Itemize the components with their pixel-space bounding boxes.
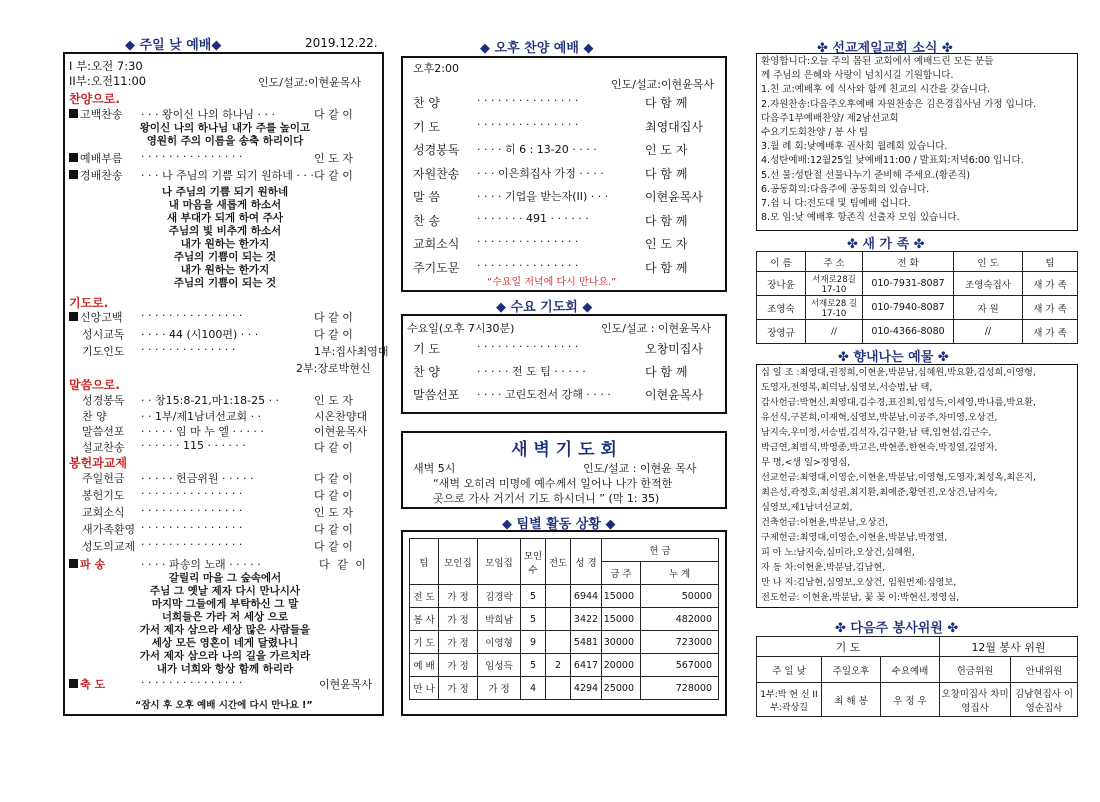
team-cell: [546, 585, 571, 608]
news-line: 수요기도회찬양 / 봉 사 팀: [761, 127, 869, 138]
wednesday-time: 수요일(오후 7시30분): [407, 322, 515, 335]
service-item-row: [69, 150, 381, 166]
offering-line: 남지숙,우미정,서승범,김석자,김구환,남 택,임현섭,김근수,: [761, 427, 992, 438]
new-family-cell: 새 가 족: [1023, 272, 1078, 296]
lyric-line: 세상 모든 영혼이 네게 달렸나니: [151, 637, 299, 649]
new-family-cell: //: [806, 320, 863, 344]
team-cell: 가 정: [478, 677, 521, 700]
service-item-row: [69, 309, 381, 325]
team-row: [410, 585, 719, 608]
service-item-detail: · · 창15:8-21,마1:18-25 · ·: [141, 394, 280, 407]
service-item-who: 다 같 이: [314, 489, 353, 502]
new-family-cell: 010-4366-8080: [863, 320, 954, 344]
service-item-who: 인 도 자: [314, 394, 353, 407]
offering-line: 박금연,최범식,박영종,박고은,박현종,한현숙,박정열,김영자,: [761, 442, 998, 453]
lyric-line: 새 부대가 되게 하여 주사: [166, 212, 284, 224]
new-family-cell: 조영숙: [757, 296, 806, 320]
service-item-who: 다 같 이: [314, 169, 353, 182]
service-item-row: [69, 470, 381, 486]
lyric-line: 왕이신 나의 하나님 내가 주를 높이고: [139, 122, 311, 134]
service-item-name: 경배찬송: [80, 169, 123, 182]
church-news-panel: [756, 53, 1078, 231]
section-praise: 찬양으로.: [69, 92, 120, 106]
bullet-square-icon: [69, 679, 78, 688]
lyric-line: 내 마음을 새롭게 하소서: [168, 199, 282, 211]
sending-mid: · · · · 파송의 노래 · · · · ·: [141, 558, 261, 571]
lyric-line: 내가 원하는 한가지: [180, 264, 270, 276]
team-header: 금 주: [602, 562, 641, 585]
team-cell: 567000: [641, 654, 719, 677]
service-item-who: 인 도 자: [314, 506, 353, 519]
service-item-detail: · · · · 44 (시100편) · · ·: [141, 328, 259, 341]
wednesday-row-name: 기 도: [413, 342, 440, 356]
sunday-leader: 인도/설교:이현윤목사: [258, 76, 362, 89]
afternoon-row-name: 교회소식: [413, 237, 460, 251]
team-row: [410, 654, 719, 677]
sending-label: 파 송: [80, 558, 106, 571]
service-item-row: [69, 538, 381, 554]
team-cell: 50000: [641, 585, 719, 608]
service-item-name: 찬 양: [82, 409, 107, 423]
service-item-who: 다 같 이: [314, 108, 353, 121]
afternoon-service-panel: [401, 56, 727, 292]
team-cell: 723000: [641, 631, 719, 654]
duty-cell: 김남현집사 이영순집사: [1011, 683, 1078, 717]
news-line: 5.선 물:성탄절 선물나누기 준비해 주세요.(황존직): [761, 169, 971, 181]
team-cell: 15000: [602, 585, 641, 608]
service-item-name: 신앙고백: [80, 311, 123, 324]
service-item-row: [69, 439, 381, 455]
afternoon-row-name: 자원찬송: [413, 166, 460, 181]
news-line: 다음주1부예배찬양/ 제2남선교회: [761, 112, 899, 124]
team-cell: 5: [521, 585, 546, 608]
team-cell: 만 나: [410, 677, 439, 700]
new-family-cell: 서재로28 길17-10: [806, 296, 863, 320]
lyric-line: 가서 제자 삼으라 나의 길을 가르치라: [139, 650, 311, 662]
service-item-detail: · · · · · · · · · · · · · · ·: [141, 538, 243, 551]
offering-line: 도영자,전영복,최덕남,심영보,서승범,남 택,: [761, 382, 933, 393]
benediction-label: 축 도: [80, 678, 106, 691]
afternoon-row-detail: · · · · 히 6 : 13-20 · · · ·: [477, 143, 597, 156]
new-family-cell: 자 원: [954, 296, 1023, 320]
dawn-time: 새벽 5시: [413, 462, 456, 475]
afternoon-row-name: 찬 송: [413, 213, 440, 228]
team-cell: 박희남: [478, 608, 521, 631]
lyric-line: 주님의 기쁨이 되는 것: [173, 277, 277, 289]
service-item-detail: · · · · · · 115 · · · · · ·: [141, 438, 246, 452]
afternoon-row: [413, 118, 718, 135]
team-row: [410, 677, 719, 700]
afternoon-row-detail: · · · · 기업을 받는자(II) · · ·: [477, 190, 609, 203]
service-item-who: 1부:집사최영대: [314, 345, 389, 358]
sunday-service-panel: [63, 36, 389, 716]
dawn-leader: 인도/설교 : 이현윤 목사: [583, 462, 697, 475]
team-cell: 전 도: [410, 585, 439, 608]
team-cell: 5481: [571, 631, 602, 654]
team-cell: 기 도: [410, 631, 439, 654]
team-cell: 5: [521, 654, 546, 677]
afternoon-leader: 인도/설교:이현윤목사: [611, 78, 715, 91]
team-header: 팀: [410, 539, 439, 585]
new-family-cell: 010-7940-8087: [863, 296, 954, 320]
team-activity-title: ◆ 팀별 활동 상황 ◆: [502, 517, 616, 532]
afternoon-row-detail: · · · · · · · · · · · · · · ·: [477, 94, 579, 107]
team-header: 누 계: [641, 562, 719, 585]
new-family-header: 인 도: [954, 252, 1023, 272]
afternoon-row: [413, 188, 718, 205]
service-item-detail: · · · · · · · · · · · · · · ·: [141, 487, 243, 500]
team-header: 헌 금: [602, 539, 719, 562]
dawn-prayer-title: 새 벽 기 도 회: [511, 440, 617, 460]
team-activity-table: [409, 538, 719, 700]
service-item-name: 말씀선포: [82, 425, 125, 438]
team-cell: [546, 631, 571, 654]
offering-line: 선교헌금:최영대,이영순,이현윤,박분남,이영형,도영자,최성옥,최은지,: [761, 472, 1036, 483]
service-item-detail: · · · · · · · · · · · · · · ·: [141, 504, 243, 517]
new-family-row: [757, 296, 1078, 320]
wednesday-title: ◆ 수요 기도회 ◆: [496, 300, 593, 315]
new-family-title: ✤ 새 가 족 ✤: [847, 237, 925, 252]
sending-row: [69, 556, 381, 572]
news-line: 2.자원찬송:다음주오후예배 자원찬송은 김은경집사님 가정 입니다.: [761, 98, 1037, 110]
afternoon-footer: “수요일 저녁에 다시 만나요.”: [487, 277, 617, 288]
duty-header: 수요예배: [881, 657, 940, 683]
service-item-who: 인 도 자: [314, 152, 353, 165]
afternoon-row-detail: · · · · · · · · · · · · · · ·: [477, 235, 579, 248]
service-item-who: 다 같 이: [314, 440, 353, 454]
news-line: 1.친 교:예배후 에 식사와 함께 친교의 시간을 갖습니다.: [761, 84, 991, 96]
bullet-square-icon: [69, 109, 78, 118]
wednesday-row: [413, 386, 718, 403]
service-item-name: 성도의교제: [82, 540, 136, 553]
afternoon-row: [413, 235, 718, 252]
wednesday-row-detail: · · · · 고린도전서 강해 · · · ·: [477, 388, 611, 401]
team-cell: 이영형: [478, 631, 521, 654]
team-cell: 4294: [571, 677, 602, 700]
lyric-line: 내가 너희와 항상 함께 하리라: [156, 663, 294, 675]
service-time-1: I 부:오전 7:30: [69, 59, 143, 73]
sunday-footer: “잠시 후 오후 예배 시간에 다시 만나요 !”: [135, 700, 313, 711]
new-family-table: [756, 251, 1078, 344]
offering-line: 심영보,제1남녀선교회,: [761, 502, 853, 513]
wednesday-row-detail: · · · · · 전 도 팀 · · · · ·: [477, 365, 586, 378]
new-family-cell: 새 가 족: [1023, 296, 1078, 320]
service-item-name: 성경봉독: [82, 394, 125, 407]
afternoon-row-who: 다 함 께: [645, 96, 688, 110]
service-item-who: 다 같 이: [314, 472, 353, 485]
duty-cell: 오창미집사 차미영집사: [940, 683, 1011, 717]
dawn-verse-1: “새벽 오히려 미명에 예수께서 일어나 나가 한적한: [433, 477, 673, 490]
team-cell: [546, 608, 571, 631]
bullet-square-icon: [69, 312, 78, 321]
section-offering: 봉헌과교제: [69, 456, 127, 470]
duty-title: ✤ 다음주 봉사위원 ✤: [835, 621, 959, 636]
lyric-line: 주님의 기쁨이 되는 것: [173, 251, 277, 263]
service-item-name: 봉헌기도: [82, 489, 125, 502]
service-item-who: 다 같 이: [314, 523, 353, 536]
wednesday-leader: 인도/설교 : 이현윤목사: [601, 322, 712, 335]
team-cell: 4: [521, 677, 546, 700]
duty-cell: 우 정 우: [881, 683, 940, 717]
team-cell: 20000: [602, 654, 641, 677]
offering-panel: [756, 364, 1078, 608]
team-cell: 25000: [602, 677, 641, 700]
news-line: 6.공동회의:다음주에 공동회의 있습니다.: [761, 183, 930, 195]
afternoon-row: [413, 212, 718, 229]
afternoon-row-who: 인 도 자: [645, 237, 688, 251]
afternoon-row: [413, 165, 718, 182]
service-item-row: [69, 326, 381, 342]
offering-line: 구제헌금:최영대,이영순,이현윤,박분남,박정열,: [761, 532, 948, 543]
news-line: 3.월 례 회:낮예배후 권사회 월례회 있습니다.: [761, 141, 948, 153]
lyric-line: 나 주님의 기쁨 되기 원하네: [161, 186, 289, 198]
duty-prayer-label: 기 도: [757, 637, 940, 657]
new-family-header: 주 소: [806, 252, 863, 272]
team-cell: 2: [546, 654, 571, 677]
service-item-who: 다 같 이: [314, 540, 353, 553]
bullet-square-icon: [69, 559, 78, 568]
service-item-row: [69, 167, 381, 183]
afternoon-row-name: 주기도문: [413, 260, 460, 275]
service-item-row: [69, 423, 381, 439]
lyric-line: 갈릴리 마을 그 숲속에서: [168, 572, 282, 584]
afternoon-row: [413, 141, 718, 158]
new-family-header: 전 화: [863, 252, 954, 272]
service-item-detail: · · · · · 헌금위원 · · · · ·: [141, 472, 254, 485]
afternoon-row-name: 기 도: [413, 119, 440, 134]
team-cell: 가 정: [439, 585, 478, 608]
afternoon-row-who: 이현윤목사: [645, 190, 703, 204]
service-item-name: 교회소식: [82, 506, 125, 519]
bullet-square-icon: [69, 153, 78, 162]
team-row: [410, 631, 719, 654]
wednesday-row-who: 오창미집사: [645, 342, 703, 356]
news-line: 환영합니다:오늘 주의 몸된 교회에서 예배드린 모든 분들: [761, 56, 994, 67]
sunday-service-title: ◆ 주일 낮 예배◆: [125, 38, 222, 53]
wednesday-row-detail: · · · · · · · · · · · · · · ·: [477, 340, 579, 353]
sunday-date: 2019.12.22.: [305, 36, 378, 50]
offering-line: 무 명,<생 일>정영심,: [761, 457, 851, 468]
team-cell: 15000: [602, 608, 641, 631]
new-family-cell: 서재로28길 17-10: [806, 272, 863, 296]
service-time-2: II부:오전11:00: [69, 74, 147, 88]
afternoon-row-name: 성경봉독: [413, 143, 460, 157]
new-family-cell: 장영규: [757, 320, 806, 344]
wednesday-row-name: 말씀선포: [413, 388, 460, 402]
service-item-row: [69, 408, 381, 424]
service-item-who: 이현윤목사: [314, 425, 368, 438]
afternoon-row-detail: · · · · · · · · · · · · · · ·: [477, 258, 579, 272]
team-cell: 9: [521, 631, 546, 654]
team-row: [410, 608, 719, 631]
offering-line: 유선식,구본희,이재혁,심영보,박분남,이공주,차미영,오상건,: [761, 412, 998, 423]
lyric-line: 가서 제자 삼으라 세상 많은 사람들을: [139, 624, 311, 636]
new-family-cell: 새 가 족: [1023, 320, 1078, 344]
duty-header: 안내위원: [1011, 657, 1078, 683]
offering-title: ✤ 향내나는 예물 ✤: [838, 350, 949, 365]
team-cell: 6944: [571, 585, 602, 608]
afternoon-row-who: 다 함 께: [645, 260, 688, 275]
service-item-detail: · · · · · · · · · · · · · · ·: [141, 309, 243, 322]
lyric-line: 너희들은 가라 저 세상 으로: [161, 611, 289, 623]
service-item-detail: · · · · · · · · · · · · · ·: [141, 343, 236, 356]
team-cell: 김경락: [478, 585, 521, 608]
duty-header: 헌금위원: [940, 657, 1011, 683]
team-cell: 728000: [641, 677, 719, 700]
church-news-title: ✤ 선교제일교회 소식 ✤: [817, 41, 953, 56]
service-item-who: 시온찬양대: [314, 409, 368, 423]
section-word: 말씀으로.: [69, 378, 120, 392]
news-line: 7.쉼 니 다:전도대 및 팀예배 쉽니다.: [761, 198, 911, 209]
afternoon-row-detail: · · · 이은희집사 가정 · · · ·: [477, 166, 604, 180]
offering-line: 자 동 차:이현윤,박분남,김남현,: [761, 562, 886, 573]
team-cell: 가 정: [439, 654, 478, 677]
lyric-line: 내가 원하는 한가지: [180, 238, 270, 250]
wednesday-row: [413, 363, 718, 380]
news-line: 께 주님의 은혜와 사랑이 넘치시길 기원합니다.: [761, 70, 954, 82]
prayer-leader-2: 2부:장로박현신: [296, 362, 371, 375]
service-item-name: 성시교독: [82, 328, 125, 341]
new-family-cell: 010-7931-8087: [863, 272, 954, 296]
benediction-row: [69, 676, 381, 692]
afternoon-row-who: 다 함 께: [645, 166, 688, 181]
duty-table: [756, 636, 1078, 717]
service-item-row: [69, 343, 389, 359]
benediction-mid: · · · · · · · · · · · · · · ·: [141, 676, 243, 689]
benediction-who: 이현윤목사: [319, 678, 373, 691]
team-cell: 3422: [571, 608, 602, 631]
service-item-detail: · · · · · 임 마 누 엘 · · · · ·: [141, 425, 264, 438]
service-item-name: 기도인도: [82, 345, 125, 358]
duty-month-label: 12월 봉사 위원: [940, 637, 1078, 657]
team-cell: 가 정: [439, 608, 478, 631]
team-header: 성 경: [571, 539, 602, 585]
service-item-row: [69, 106, 381, 122]
dawn-verse-2: 곳으로 가사 거기서 기도 하시더니 ” (막 1: 35): [433, 492, 660, 505]
service-item-row: [69, 521, 381, 537]
afternoon-row: [413, 94, 718, 111]
lyric-line: 주님 그 옛날 제자 다시 만나시사: [149, 585, 301, 597]
team-cell: 30000: [602, 631, 641, 654]
offering-line: 십 일 조 :최영대,권정희,이현윤,박분남,심혜원,박요환,김성희,이영형,: [761, 367, 1036, 378]
offering-line: 만 나 지:김남현,심영보,오상건, 임원번제:심영보,: [761, 577, 957, 588]
news-line: 4.성탄예배:12월25일 낮예배11:00 / 발표회:저녁6:00 입니다.: [761, 155, 1024, 167]
afternoon-row-detail: · · · · · · · · · · · · · · ·: [477, 117, 579, 131]
team-header: 전도: [546, 539, 571, 585]
team-activity-panel: [401, 530, 727, 716]
team-cell: 482000: [641, 608, 719, 631]
new-family-cell: 장나윤: [757, 272, 806, 296]
bullet-square-icon: [69, 170, 78, 179]
service-item-detail: · · · 나 주님의 기쁨 되기 원하네 · · ·: [141, 169, 314, 182]
team-header: 모인집: [439, 539, 478, 585]
offering-line: 건축헌금:이현윤,박분남,오상건,: [761, 517, 889, 528]
dawn-prayer-panel: [401, 431, 727, 509]
service-item-row: [69, 504, 381, 520]
service-item-row: [69, 487, 381, 503]
afternoon-row-detail: · · · · · · · 491 · · · · · ·: [477, 211, 589, 225]
offering-line: 감사헌금:박현신,최영대,김수경,표진희,임성득,이세영,박나름,박요환,: [761, 397, 1036, 408]
wednesday-row-who: 이현윤목사: [645, 388, 703, 402]
offering-line: 최은성,곽정호,최성권,최지환,최예준,황연진,오상건,남지숙,: [761, 487, 998, 498]
lyric-line: 영원히 주의 이름을 송축 하리이다: [146, 135, 304, 147]
new-family-header: 팀: [1023, 252, 1078, 272]
new-family-cell: //: [954, 320, 1023, 344]
team-cell: 예 배: [410, 654, 439, 677]
service-item-name: 예배부름: [80, 152, 123, 165]
team-cell: 봉 사: [410, 608, 439, 631]
team-header: 모인수: [521, 539, 546, 585]
section-prayer: 기도로.: [69, 296, 109, 310]
new-family-cell: 조영숙집사: [954, 272, 1023, 296]
afternoon-row-who: 인 도 자: [645, 143, 688, 157]
service-item-who: 다 같 이: [314, 311, 353, 324]
offering-line: 전도헌금: 이현윤,박분남, 꽃 꽂 이:박현신,정영심,: [761, 592, 960, 603]
afternoon-row-who: 다 함 께: [645, 213, 688, 228]
service-item-row: [69, 392, 381, 408]
team-cell: 가 정: [439, 677, 478, 700]
team-cell: 6417: [571, 654, 602, 677]
sending-who: 다 같 이: [319, 558, 368, 571]
wednesday-panel: [401, 314, 727, 414]
team-cell: 임성득: [478, 654, 521, 677]
news-line: 8.모 임:낮 예배후 항존직 선출자 모임 있습니다.: [761, 212, 960, 224]
duty-header: 주일오후: [822, 657, 881, 683]
afternoon-time: 오후2:00: [413, 62, 459, 75]
duty-cell: 최 해 봉: [822, 683, 881, 717]
wednesday-row: [413, 340, 718, 357]
service-item-detail: · · · · · · · · · · · · · · ·: [141, 521, 243, 534]
lyric-line: 주님의 빛 비추게 하소서: [168, 225, 282, 237]
team-header: 모임집: [478, 539, 521, 585]
wednesday-row-who: 다 함 께: [645, 365, 688, 379]
lyric-line: 마지막 그들에게 부탁하신 그 말: [151, 598, 299, 610]
service-item-detail: · · 1부/제1남녀선교회 · ·: [141, 409, 262, 423]
service-item-detail: · · · 왕이신 나의 하나님 · · ·: [141, 108, 275, 121]
afternoon-service-title: ◆ 오후 찬양 예배 ◆: [480, 41, 594, 56]
team-cell: [546, 677, 571, 700]
service-item-who: 다 같 이: [314, 328, 353, 341]
wednesday-row-name: 찬 양: [413, 365, 440, 379]
afternoon-row-who: 최영대집사: [645, 119, 703, 134]
service-item-name: 주일헌금: [82, 472, 125, 485]
duty-header: 주 일 낮: [757, 657, 822, 683]
duty-cell: 1부:박 현 신 II부:곽상길: [757, 683, 822, 717]
service-item-detail: · · · · · · · · · · · · · · ·: [141, 150, 243, 163]
service-item-name: 고백찬송: [80, 108, 123, 121]
service-item-name: 새가족환영: [82, 523, 136, 536]
afternoon-row-name: 찬 양: [413, 96, 440, 110]
new-family-row: [757, 272, 1078, 296]
new-family-header: 이 름: [757, 252, 806, 272]
team-cell: 5: [521, 608, 546, 631]
new-family-row: [757, 320, 1078, 344]
team-cell: 가 정: [439, 631, 478, 654]
afternoon-row-name: 말 씀: [413, 190, 440, 204]
service-item-name: 설교찬송: [82, 440, 125, 454]
offering-line: 피 아 노:남지숙,심미라,오상건,심혜원,: [761, 547, 915, 558]
